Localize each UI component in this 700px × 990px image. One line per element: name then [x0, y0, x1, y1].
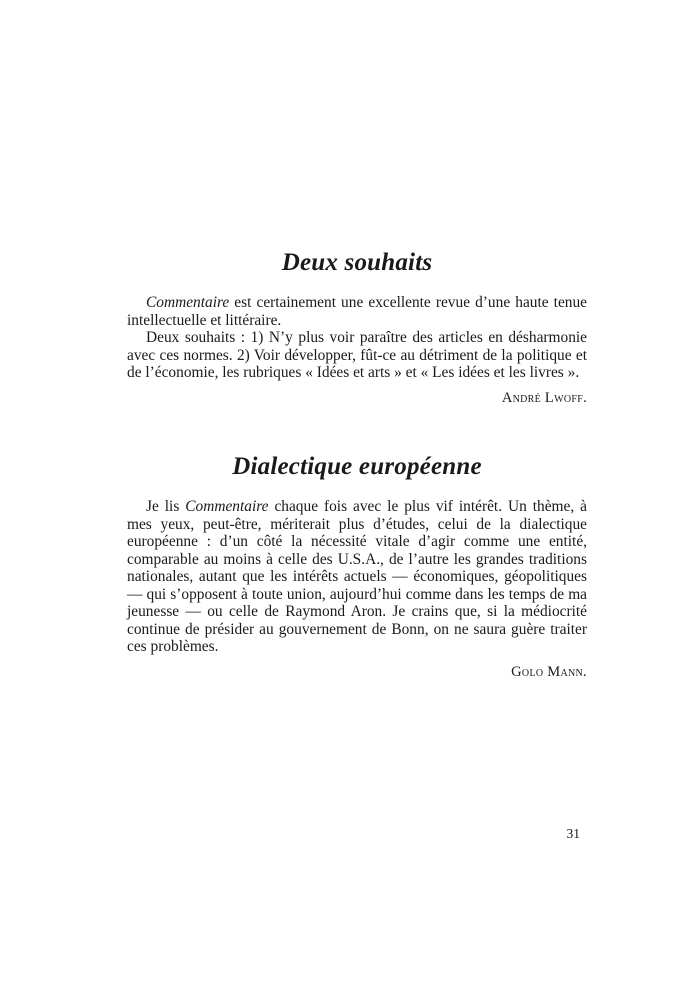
- journal-name: Commentaire: [185, 498, 269, 515]
- section-title: Deux souhaits: [281, 249, 433, 276]
- author-signature: André Lwoff.: [501, 389, 587, 406]
- section-dialectique-europeenne: [127, 452, 587, 681]
- section-title: Dialectique européenne: [232, 453, 482, 480]
- paragraph-text: chaque fois avec le plus vif intérêt. Un thème, à mes yeux, peut-être, mériterait plus d’études, celui de la dialectique européenne : d’un côté la nécessité vitale d’agir comme une entité, comparable au moins à celle des U.S.A., de l’autre les grandes traditions nationales, autant que les intérêts actuels — économiques, géopolitiques — qui s’opposent à toute union, aujourd’hui comme dans les temps de ma jeunesse — ou celle de Raymond Aron. Je crains que, si la médiocrité continue de présider au gouvernement de Bonn, on ne saura guère traiter ces problèmes.: [127, 498, 587, 655]
- paragraph: [127, 329, 587, 382]
- paragraph: [127, 294, 587, 329]
- journal-name: Commentaire: [146, 294, 230, 311]
- paragraph-text: est certainement une excellente revue d’une haute tenue intellectuelle et littéraire.: [127, 294, 587, 329]
- paragraph-text: Je lis: [146, 498, 186, 515]
- paragraph-text: Deux souhaits : 1) N’y plus voir paraître des articles en désharmonie avec ces normes. 2) Voir développer, fût-ce au détriment de la politique et de l’économie, les rubriques « Idées et arts » et « Les idées et les livres ».: [127, 329, 587, 381]
- page-number: 31: [566, 826, 580, 841]
- section-deux-souhaits: [127, 248, 587, 407]
- paragraph: [127, 498, 587, 656]
- author-signature: Golo Mann.: [511, 663, 587, 680]
